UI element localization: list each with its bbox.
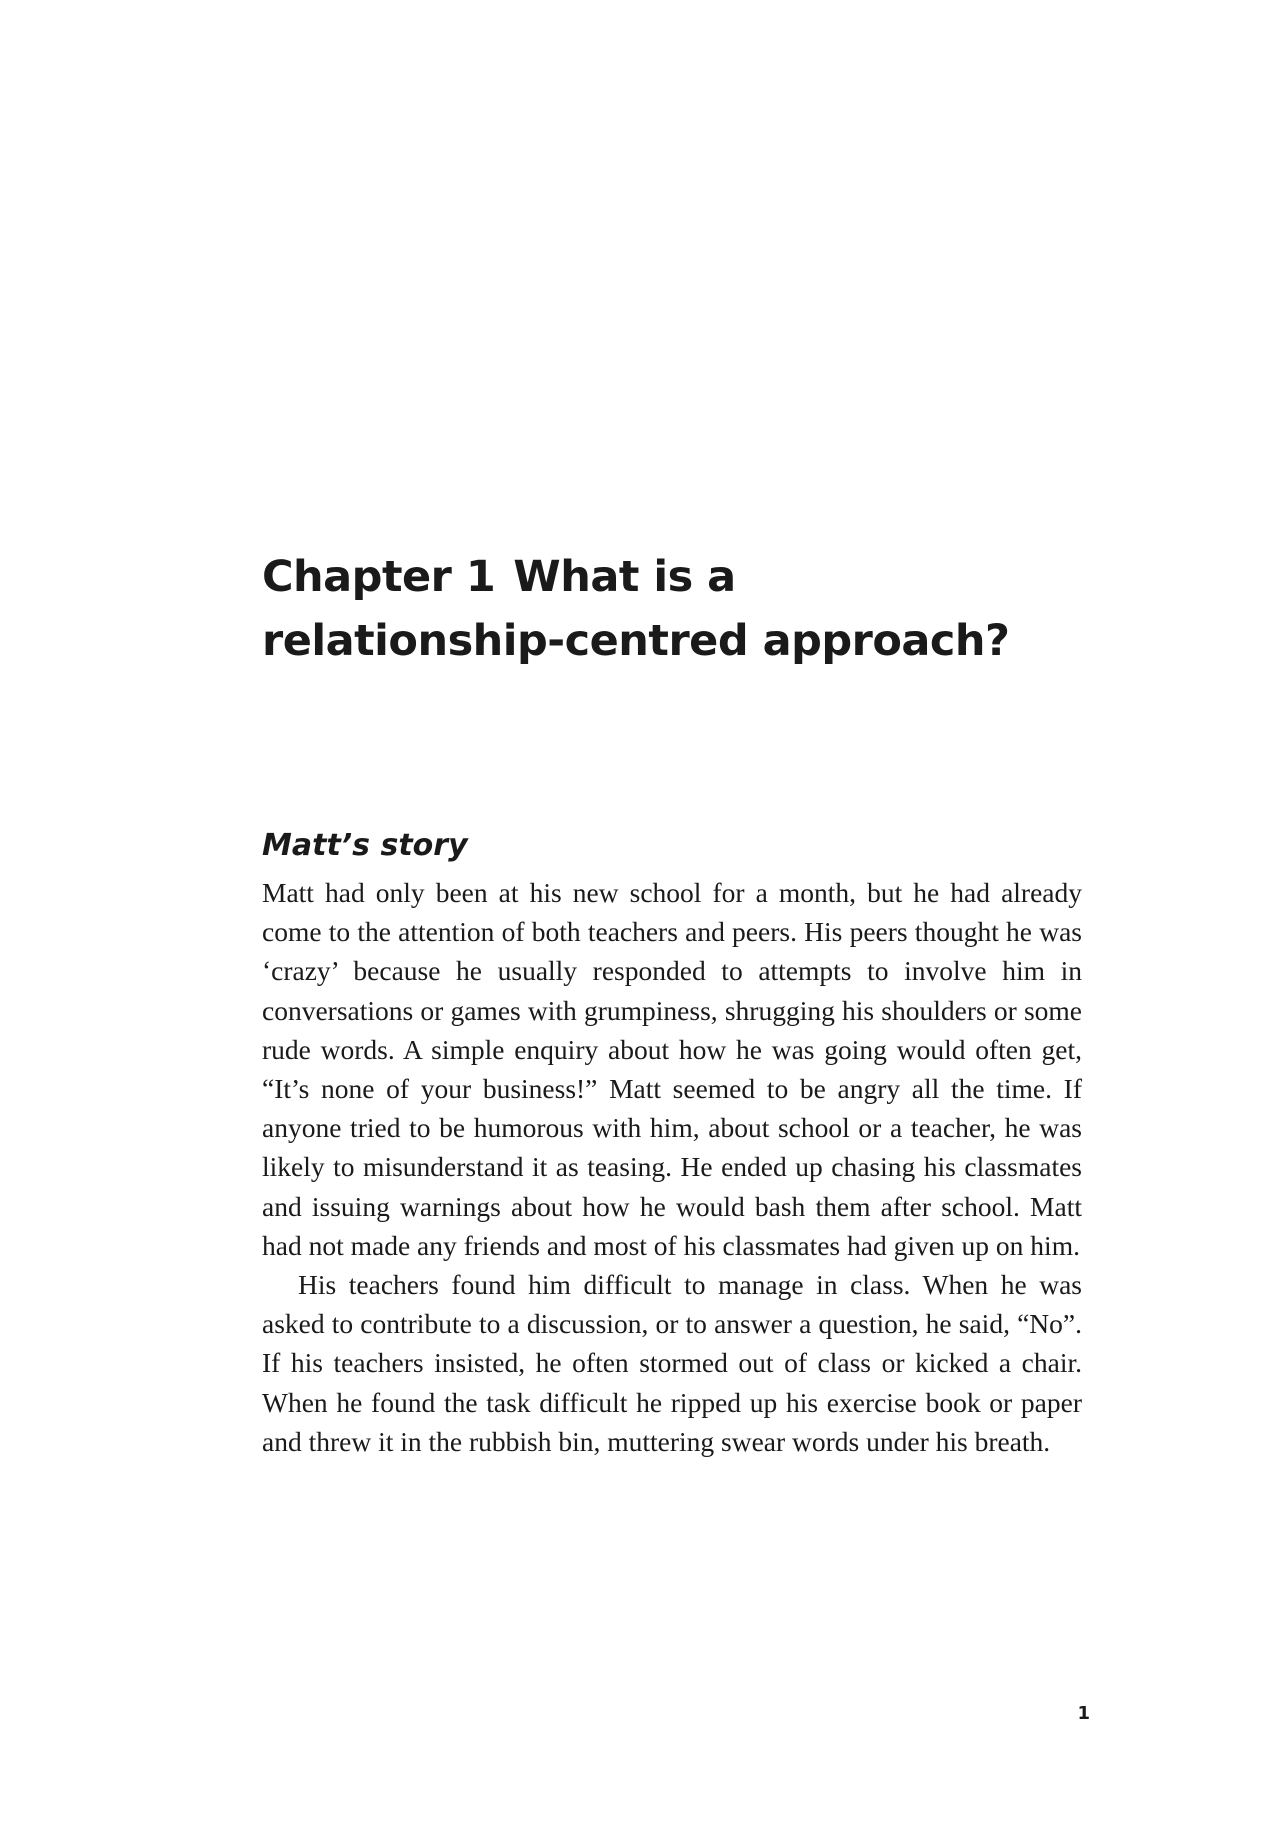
story-paragraph-1: Matt had only been at his new school for a month, but he had already come to the attention of both teachers and peers. His peers thought he was ‘crazy’ because he usually responded to attempts to involve him in conversations or games with grumpiness, shrugging his shoulders or some rude words. A simple enquiry about how he was going would often get, “It’s none of your business!” Matt seemed to be angry all the time. If anyone tried to be humorous with him, about school or a teacher, he was likely to misunderstand it as teasing. He ended up chasing his classmates and issuing warnings about how he would bash them after school. Matt had not made any friends and most of his classmates had given up on him. — [262, 877, 1082, 1261]
story-paragraph-2: His teachers found him difficult to manage in class. When he was asked to contribute to a discussion, or to answer a question, he said, “No”. If his teachers insisted, he often stormed out of class or kicked a chair. When he found the task difficult he ripped up his exercise book or paper and threw it in the rubbish bin, muttering swear words under his breath. — [262, 1269, 1082, 1457]
story-body — [262, 873, 1082, 1461]
chapter-number: Chapter 1 — [262, 552, 496, 602]
chapter-heading: What is a relationship-centred approach? — [262, 552, 1010, 666]
chapter-title — [262, 545, 1022, 673]
page-number: 1 — [1077, 1703, 1090, 1724]
section-heading: Matt’s story — [262, 828, 468, 863]
